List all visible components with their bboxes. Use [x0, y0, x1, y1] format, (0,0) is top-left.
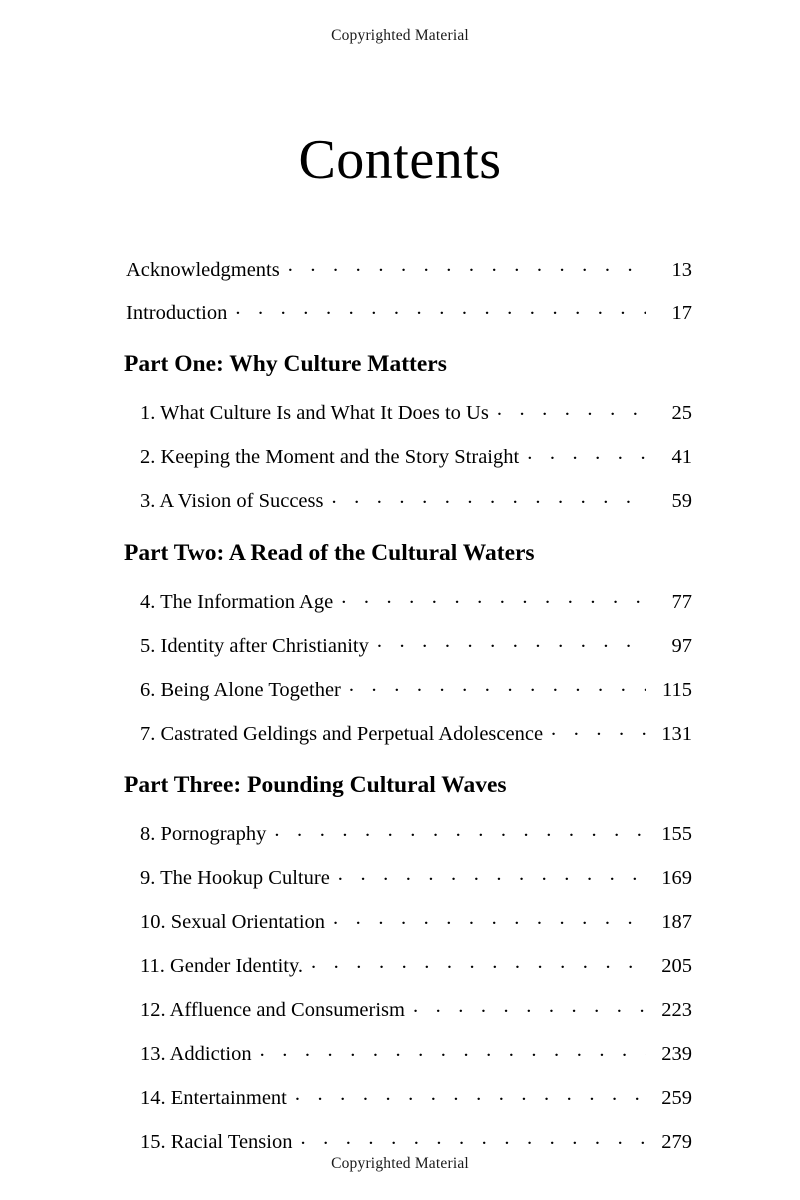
- toc-entry-page: 25: [671, 402, 692, 424]
- toc-entry-page: 41: [671, 446, 692, 468]
- toc-entry-page: 97: [671, 634, 692, 657]
- toc-entry-page: 77: [671, 590, 692, 613]
- toc-entry-page: 17: [671, 301, 692, 324]
- dot-leader: [377, 631, 646, 652]
- toc-entry-chapter[interactable]: [140, 675, 692, 700]
- dot-leader: [497, 399, 646, 420]
- toc-entry-label: 6. Being Alone Together: [140, 678, 341, 701]
- toc-entry-page: 259: [661, 1087, 692, 1109]
- part-two-section: [124, 539, 692, 745]
- toc-entry-page: 155: [661, 823, 692, 845]
- part-heading: Part Three: Pounding Cultural Waves: [124, 772, 507, 798]
- toc-entry-chapter[interactable]: [140, 719, 692, 744]
- toc-entry-chapter[interactable]: [140, 399, 692, 424]
- toc-entry-chapter[interactable]: [140, 996, 692, 1021]
- dot-leader: [338, 864, 646, 885]
- toc-entry-chapter[interactable]: [140, 1084, 692, 1109]
- toc-entry-chapter[interactable]: [140, 587, 692, 612]
- toc-entry-chapter[interactable]: [140, 487, 692, 512]
- toc-entry-page: 169: [661, 867, 692, 889]
- toc-entry-page: 205: [661, 955, 692, 977]
- dot-leader: [274, 820, 646, 841]
- front-matter-section: [126, 255, 692, 323]
- toc-entry-acknowledgments[interactable]: [126, 255, 692, 280]
- toc-entry-label: 7. Castrated Geldings and Perpetual Adolescence: [140, 722, 544, 745]
- toc-entry-page: 223: [661, 999, 692, 1021]
- toc-entry-chapter[interactable]: [140, 908, 692, 933]
- toc-entry-label: 10. Sexual Orientation: [140, 911, 326, 933]
- toc-entry-page: 187: [661, 911, 692, 933]
- part-one-chapters: [126, 399, 692, 512]
- part-three-section: [126, 774, 692, 1153]
- toc-entry-label: Introduction: [126, 301, 228, 324]
- toc-entry-page: 239: [661, 1043, 692, 1065]
- dot-leader: [295, 1084, 646, 1105]
- dot-leader: [341, 587, 646, 608]
- copyright-watermark-top: Copyrighted Material: [331, 27, 469, 44]
- dot-leader: [333, 908, 646, 929]
- toc-entry-label: 13. Addiction: [140, 1043, 252, 1065]
- toc-entry-label: 1. What Culture Is and What It Does to Us: [140, 402, 489, 424]
- toc-entry-label: 4. The Information Age: [140, 590, 334, 613]
- page-title: Contents: [298, 129, 502, 191]
- dot-leader: [331, 487, 646, 508]
- toc-entry-label: 14. Entertainment: [140, 1087, 287, 1109]
- toc-entry-chapter[interactable]: [140, 1040, 692, 1065]
- toc-entry-chapter[interactable]: [140, 1128, 692, 1153]
- copyright-watermark-bottom: Copyrighted Material: [331, 1155, 469, 1172]
- toc-entry-page: 13: [671, 258, 692, 281]
- dot-leader: [413, 996, 646, 1017]
- dot-leader: [260, 1040, 646, 1061]
- toc-entry-label: 2. Keeping the Moment and the Story Straight: [140, 446, 520, 468]
- dot-leader: [300, 1128, 646, 1149]
- toc-entry-label: 9. The Hookup Culture: [140, 867, 330, 889]
- toc-entry-label: Acknowledgments: [126, 258, 280, 281]
- toc-entry-chapter[interactable]: [140, 952, 692, 977]
- toc-entry-label: 3. A Vision of Success: [140, 490, 324, 512]
- toc-entry-page: 279: [661, 1131, 692, 1153]
- toc-entry-page: 115: [662, 678, 692, 701]
- part-heading: Part One: Why Culture Matters: [124, 351, 447, 377]
- dot-leader: [527, 443, 646, 464]
- part-one-section: [126, 353, 692, 512]
- dot-leader: [311, 952, 646, 973]
- toc-entry-chapter[interactable]: [140, 864, 692, 889]
- part-two-chapters: [126, 587, 692, 744]
- dot-leader: [551, 719, 646, 740]
- toc-entry-page: 59: [671, 490, 692, 512]
- toc-entry-label: 5. Identity after Christianity: [140, 634, 369, 657]
- toc-entry-introduction[interactable]: [126, 298, 692, 323]
- toc-entry-label: 11. Gender Identity.: [140, 955, 303, 977]
- toc-entry-page: 131: [661, 722, 692, 745]
- toc-entry-chapter[interactable]: [140, 443, 692, 468]
- toc-entry-chapter[interactable]: [140, 631, 692, 656]
- dot-leader: [235, 298, 646, 319]
- toc-entry-label: 12. Affluence and Consumerism: [140, 999, 405, 1021]
- toc-entry-chapter[interactable]: [140, 820, 692, 845]
- toc-entry-label: 15. Racial Tension: [140, 1131, 293, 1153]
- dot-leader: [349, 675, 646, 696]
- toc-entry-label: 8. Pornography: [140, 823, 267, 845]
- dot-leader: [288, 255, 646, 276]
- part-three-chapters: [126, 820, 692, 1153]
- part-heading: Part Two: A Read of the Cultural Waters: [124, 539, 535, 566]
- table-of-contents: [126, 255, 692, 1172]
